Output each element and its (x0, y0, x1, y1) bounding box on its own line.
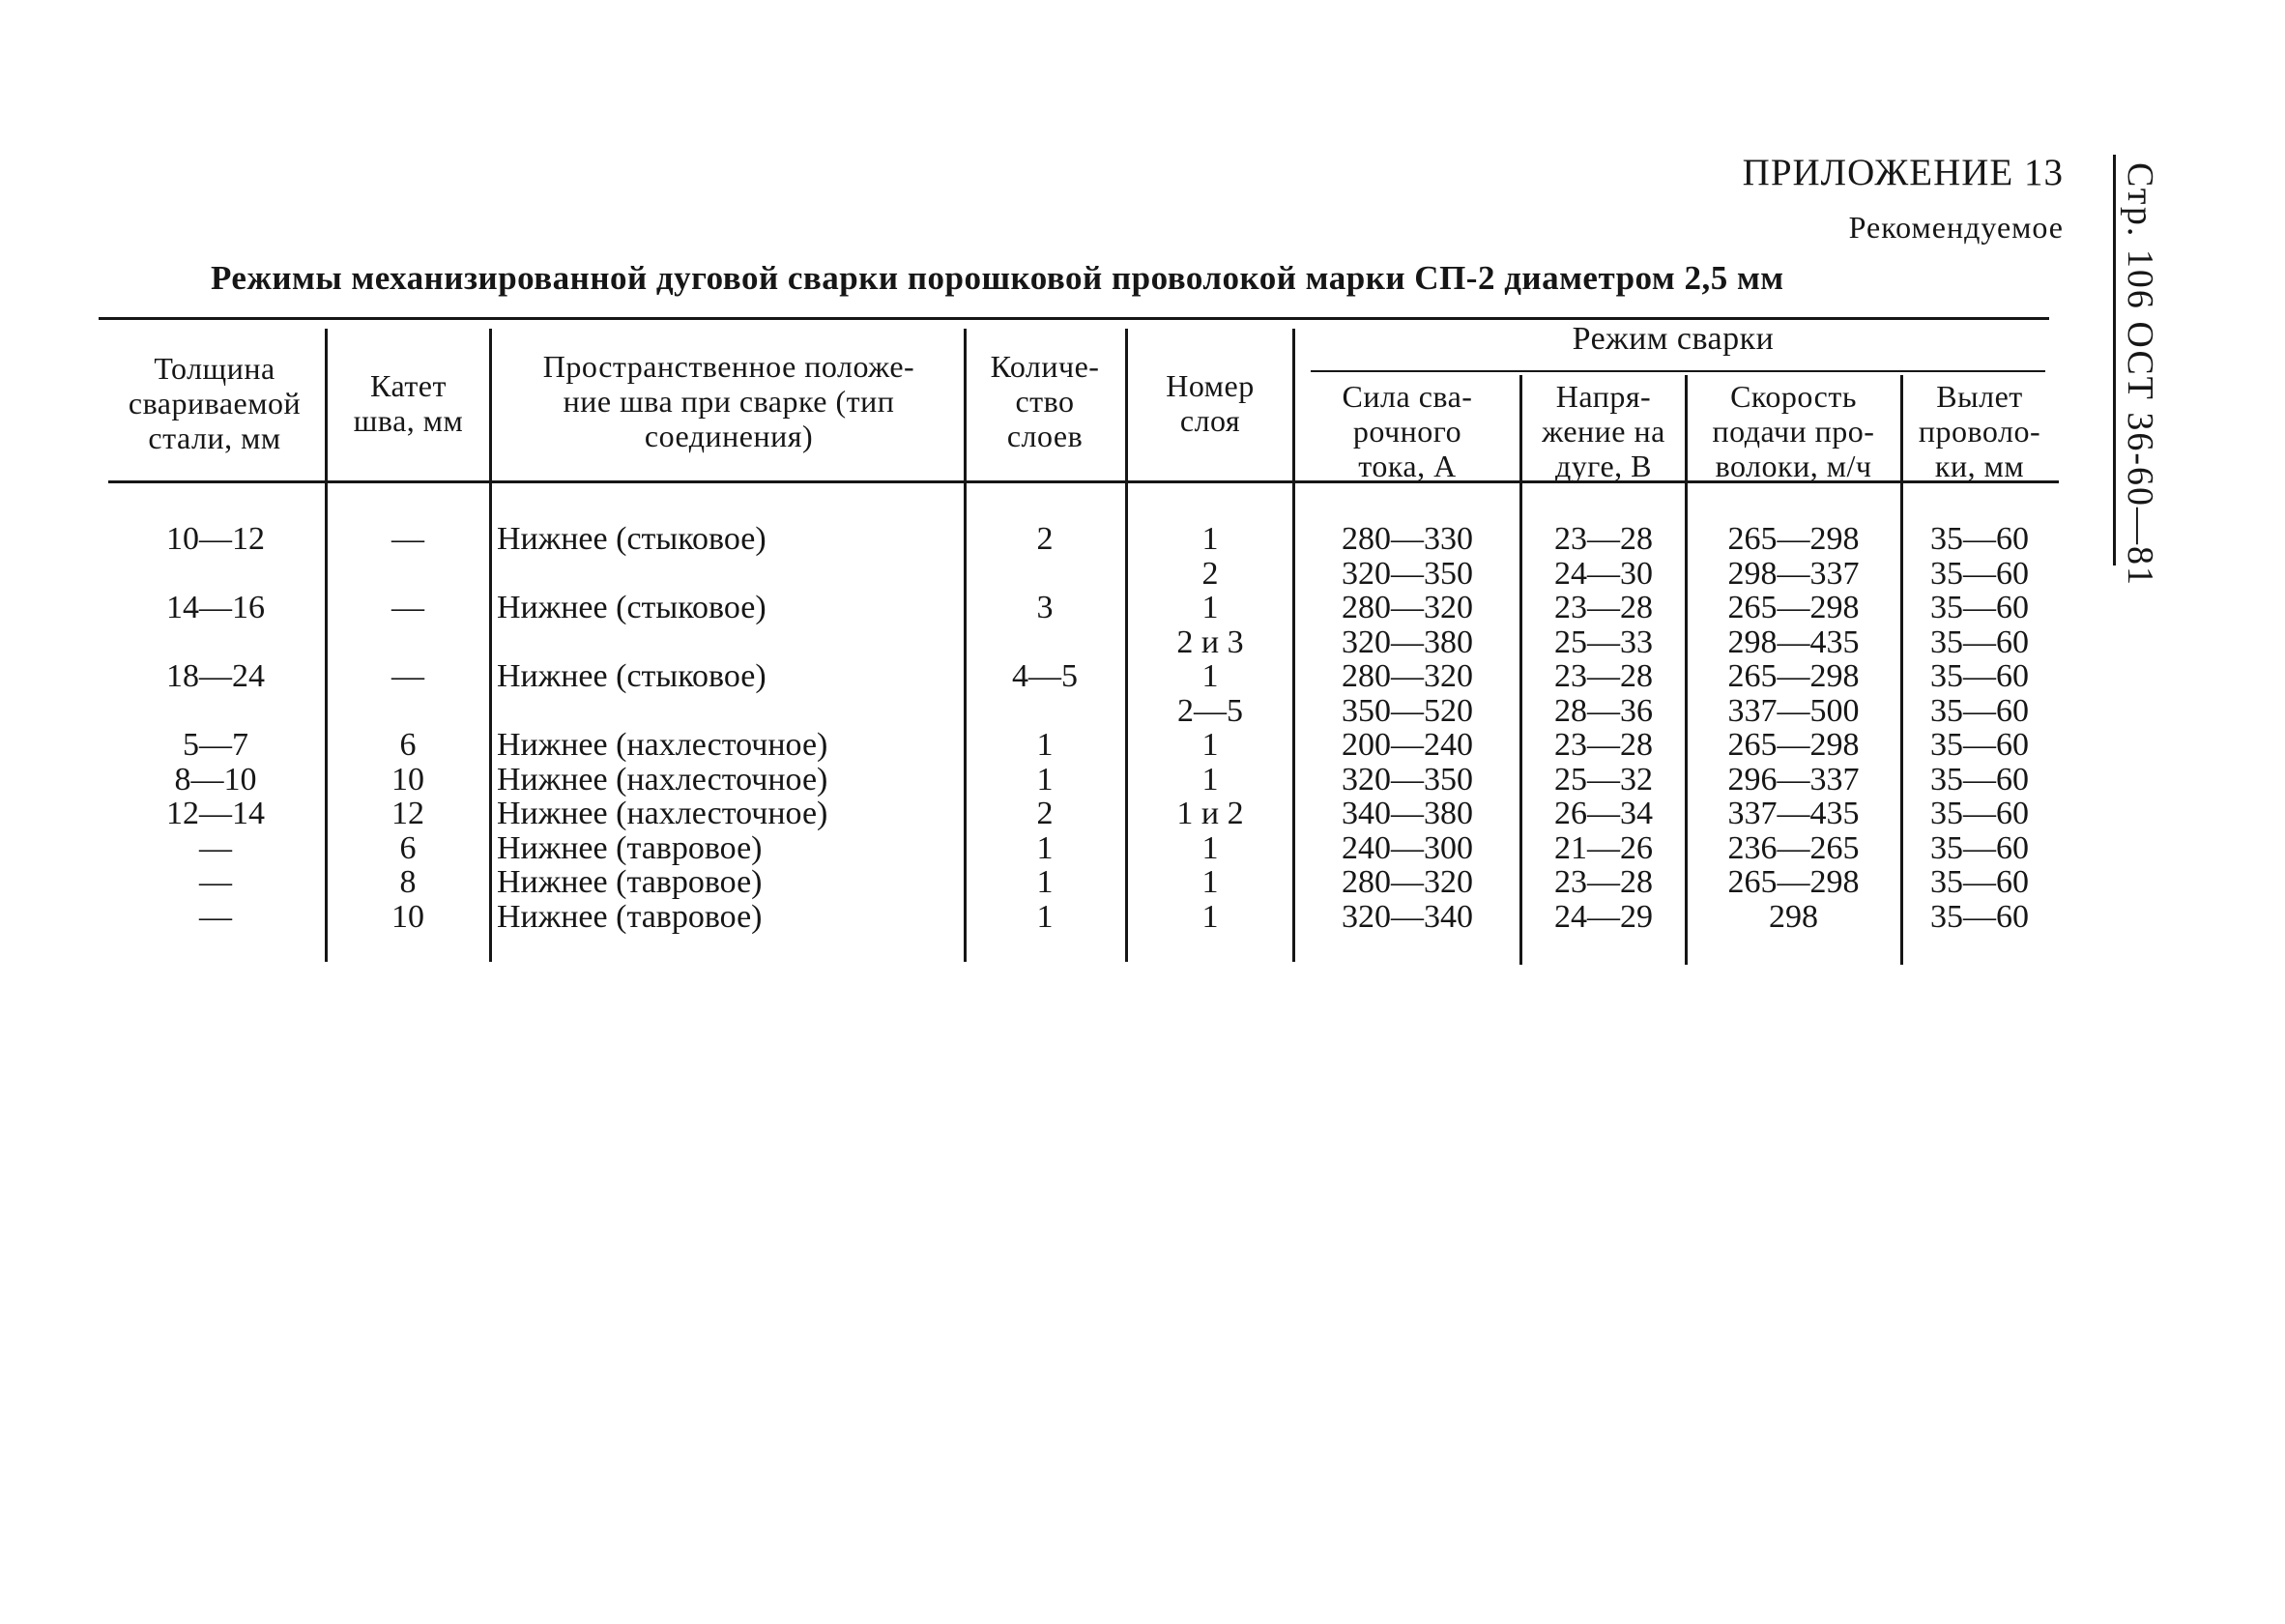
cell-thickness: 5—7 (183, 727, 248, 763)
header-mode: Режим сварки (1572, 321, 1775, 357)
cell-thickness: — (199, 898, 232, 935)
cell-stickout: 35—60 (1930, 796, 2029, 831)
cell-layer-no: 1 (1201, 590, 1219, 625)
cell-feed: 296—337 (1727, 761, 1860, 798)
appendix-label: ПРИЛОЖЕНИЕ 13 (1742, 152, 2064, 193)
cell-current: 320—340 (1342, 898, 1473, 935)
cell-layer-no: 1 (1201, 829, 1219, 866)
cell-thickness: 18—24 (166, 658, 265, 694)
cell-current: 240—300 (1342, 829, 1473, 866)
cell-leg: 8 (399, 864, 417, 900)
cell-voltage: 28—36 (1554, 692, 1653, 729)
cell-feed: 298—435 (1727, 624, 1860, 660)
cell-position: Нижнее (стыковое) (497, 658, 766, 694)
cell-leg: — (391, 658, 424, 694)
side-page-code-text: Стр. 106 ОСТ 36-60—81 (2120, 162, 2160, 588)
cell-feed: 298 (1769, 898, 1818, 935)
cell-stickout: 35—60 (1930, 727, 2029, 763)
cell-voltage: 23—28 (1554, 658, 1653, 694)
mode-group-rule (1311, 370, 2045, 372)
cell-voltage: 23—28 (1554, 521, 1653, 557)
cell-leg: 10 (391, 898, 424, 935)
cell-position: Нижнее (стыковое) (497, 521, 766, 557)
cell-voltage: 26—34 (1554, 796, 1653, 831)
cell-current: 200—240 (1342, 727, 1473, 763)
cell-feed: 337—500 (1727, 692, 1860, 729)
cell-voltage: 24—30 (1554, 555, 1653, 592)
cell-stickout: 35—60 (1930, 898, 2029, 935)
cell-layers: 3 (1036, 590, 1054, 625)
cell-layers: 1 (1036, 864, 1054, 900)
cell-leg: 6 (399, 727, 417, 763)
cell-thickness: 10—12 (166, 521, 265, 557)
cell-layers: 1 (1036, 829, 1054, 866)
cell-stickout: 35—60 (1930, 761, 2029, 798)
cell-thickness: — (199, 864, 232, 900)
cell-feed: 236—265 (1727, 829, 1860, 866)
cell-voltage: 23—28 (1554, 864, 1653, 900)
cell-feed: 265—298 (1727, 521, 1860, 557)
cell-leg: — (391, 521, 424, 557)
cell-layer-no: 2 и 3 (1176, 624, 1244, 660)
cell-thickness: 14—16 (166, 590, 265, 625)
cell-layer-no: 1 (1201, 658, 1219, 694)
cell-leg: 10 (391, 761, 424, 798)
cell-layers: 1 (1036, 898, 1054, 935)
cell-position: Нижнее (тавровое) (497, 864, 763, 900)
cell-position: Нижнее (нахлесточное) (497, 796, 828, 831)
cell-voltage: 23—28 (1554, 590, 1653, 625)
cell-leg: 6 (399, 829, 417, 866)
status-label: Рекомендуемое (1848, 210, 2064, 245)
cell-layer-no: 1 (1201, 761, 1219, 798)
header-leg: Катет шва, мм (353, 368, 464, 438)
cell-stickout: 35—60 (1930, 829, 2029, 866)
cell-layer-no: 1 (1201, 864, 1219, 900)
header-thickness: Толщина свариваемой стали, мм (128, 351, 302, 455)
cell-feed: 298—337 (1727, 555, 1860, 592)
cell-position: Нижнее (стыковое) (497, 590, 766, 625)
cell-current: 280—320 (1342, 590, 1473, 625)
cell-voltage: 24—29 (1554, 898, 1653, 935)
col-divider-4 (1125, 329, 1128, 962)
cell-layers: 1 (1036, 761, 1054, 798)
cell-position: Нижнее (тавровое) (497, 898, 763, 935)
cell-thickness: 8—10 (174, 761, 257, 798)
header-voltage: Напря- жение на дуге, В (1542, 379, 1665, 483)
cell-current: 280—330 (1342, 521, 1473, 557)
cell-stickout: 35—60 (1930, 624, 2029, 660)
cell-current: 320—350 (1342, 761, 1473, 798)
cell-position: Нижнее (тавровое) (497, 829, 763, 866)
cell-current: 280—320 (1342, 864, 1473, 900)
cell-thickness: — (199, 829, 232, 866)
col-divider-5 (1292, 329, 1295, 962)
header-layers: Количе- ство слоев (990, 349, 1100, 453)
cell-current: 280—320 (1342, 658, 1473, 694)
header-layer-no: Номер слоя (1166, 368, 1255, 438)
header-current: Сила сва- рочного тока, А (1342, 379, 1473, 483)
cell-voltage: 21—26 (1554, 829, 1653, 866)
cell-layer-no: 1 (1201, 898, 1219, 935)
cell-voltage: 23—28 (1554, 727, 1653, 763)
cell-stickout: 35—60 (1930, 864, 2029, 900)
header-stickout: Вылет проволо- ки, мм (1918, 379, 2041, 483)
cell-stickout: 35—60 (1930, 590, 2029, 625)
header-feed: Скорость подачи про- волоки, м/ч (1712, 379, 1875, 483)
cell-position: Нижнее (нахлесточное) (497, 727, 828, 763)
header-position: Пространственное положе- ние шва при сварке (тип соединения) (542, 349, 915, 453)
cell-current: 350—520 (1342, 692, 1473, 729)
cell-current: 340—380 (1342, 796, 1473, 831)
cell-layers: 2 (1036, 796, 1054, 831)
cell-position: Нижнее (нахлесточное) (497, 761, 828, 798)
cell-stickout: 35—60 (1930, 658, 2029, 694)
cell-voltage: 25—32 (1554, 761, 1653, 798)
cell-layers: 2 (1036, 521, 1054, 557)
table-top-rule (99, 317, 2049, 320)
cell-current: 320—380 (1342, 624, 1473, 660)
col-divider-2 (489, 329, 492, 962)
col-divider-8 (1900, 375, 1903, 965)
cell-layer-no: 1 (1201, 521, 1219, 557)
table-title: Режимы механизированной дуговой сварки порошковой проволокой марки СП-2 диаметром 2,5 мм (211, 259, 1784, 297)
col-divider-6 (1519, 375, 1522, 965)
cell-feed: 265—298 (1727, 864, 1860, 900)
cell-layers: 4—5 (1012, 658, 1078, 694)
cell-thickness: 12—14 (166, 796, 265, 831)
cell-feed: 265—298 (1727, 658, 1860, 694)
cell-leg: — (391, 590, 424, 625)
cell-current: 320—350 (1342, 555, 1473, 592)
cell-feed: 337—435 (1727, 796, 1860, 831)
cell-layers: 1 (1036, 727, 1054, 763)
cell-stickout: 35—60 (1930, 555, 2029, 592)
cell-feed: 265—298 (1727, 727, 1860, 763)
cell-layer-no: 2—5 (1177, 692, 1243, 729)
cell-leg: 12 (391, 796, 424, 831)
cell-voltage: 25—33 (1554, 624, 1653, 660)
cell-layer-no: 1 и 2 (1176, 796, 1244, 831)
side-rule (2113, 155, 2116, 566)
cell-feed: 265—298 (1727, 590, 1860, 625)
cell-stickout: 35—60 (1930, 521, 2029, 557)
cell-layer-no: 1 (1201, 727, 1219, 763)
side-page-code (2117, 162, 2160, 588)
cell-layer-no: 2 (1201, 555, 1219, 592)
cell-stickout: 35—60 (1930, 692, 2029, 729)
